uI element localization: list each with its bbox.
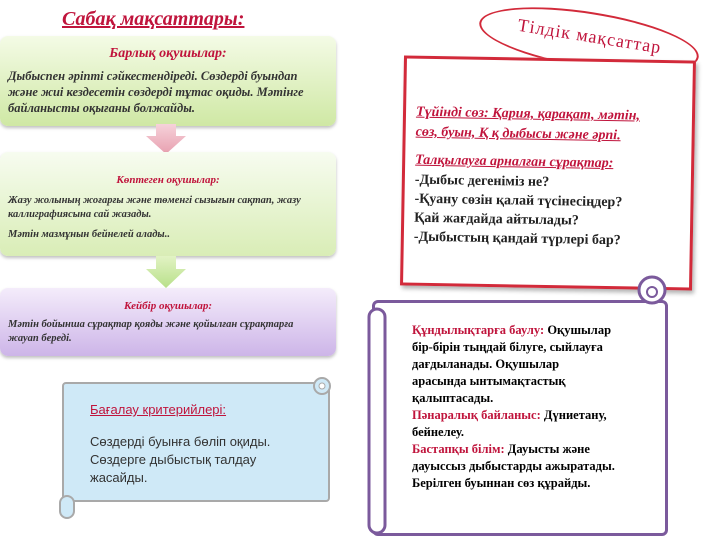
assessment-line: Сөздерді буынға бөліп оқиды. <box>90 434 271 449</box>
values-label: Құндылықтарға баулу: <box>412 323 545 337</box>
scroll-curl-icon <box>366 306 388 536</box>
banner-label: Тілдік мақсаттар <box>516 14 663 58</box>
values-text: арасында ынтымақтастық <box>412 374 566 388</box>
assessment-line: Сөздерге дыбыстық талдау <box>90 452 257 467</box>
question: Қай жағдайда айтылады? <box>414 210 580 229</box>
group-text: Дыбыспен әріпті сәйкестендіреді. Сөздерді буындап және жиі кездесетін сөздерді тұтас оқиды. Мәтінге байланысты оқығаны болжайды. <box>8 69 304 115</box>
scroll-curl-icon <box>312 374 334 396</box>
question: -Дыбыстың қандай түрлері бар? <box>413 229 621 249</box>
assessment-line: жасайды. <box>90 470 148 485</box>
down-arrow-icon <box>146 124 186 154</box>
group-text: Жазу жолының жоғарғы және төменгі сызығын сақтап, жазу каллиграфиясына сай жазады. <box>8 195 301 220</box>
down-arrow-icon <box>146 256 186 288</box>
question: -Дыбыс дегеніміз не? <box>414 172 550 191</box>
group-heading: Көптеген оқушылар: <box>116 174 220 186</box>
group-all-students <box>0 36 336 126</box>
values-text: дағдыланады. Оқушылар <box>412 357 560 371</box>
key-words: Түйінді сөз: Қария, қарақат, мәтін, <box>415 104 641 124</box>
prior-text: Дауысты және <box>507 442 590 456</box>
group-heading: Кейбір оқушылар: <box>123 300 213 312</box>
group-some-students <box>0 288 336 356</box>
scroll-curl-icon <box>58 494 78 520</box>
interdisc-text: Дүниетану, <box>543 408 607 422</box>
group-many-students <box>0 152 336 256</box>
group-text: Мәтін мазмұнын бейнелей алады.. <box>8 229 170 240</box>
page-title: Сабақ мақсаттары: <box>62 8 245 30</box>
assessment-heading: Бағалау критерийлері: <box>90 402 227 417</box>
group-heading: Барлық оқушылар: <box>109 46 227 61</box>
interdisc-label: Пәнаралық байланыс: <box>412 408 541 422</box>
key-words: сөз, буын, Қ қ дыбысы және әрпі. <box>415 124 621 144</box>
question: -Қуану сөзін қалай түсінесіңдер? <box>414 191 623 211</box>
discussion-heading: Талқылауға арналған сұрақтар: <box>415 152 614 172</box>
values-text: бір-бірін тыңдай білуге, сыйлауға <box>412 340 603 354</box>
values-text: қалыптасады. <box>412 391 494 405</box>
scroll-curl-icon <box>636 274 670 306</box>
language-card <box>400 55 696 290</box>
group-text: Мәтін бойынша сұрақтар қояды және қойылған сұрақтарға жауап береді. <box>8 319 294 344</box>
assessment-content <box>90 402 320 487</box>
values-text: Оқушылар <box>547 323 612 337</box>
prior-text: дауыссыз дыбыстарды ажыратады. <box>412 459 615 473</box>
prior-text: Берілген буыннан сөз құрайды. <box>412 476 591 490</box>
prior-label: Бастапқы білім: <box>412 442 505 456</box>
interdisc-text: бейнелеу. <box>412 425 464 439</box>
values-content <box>412 322 662 492</box>
